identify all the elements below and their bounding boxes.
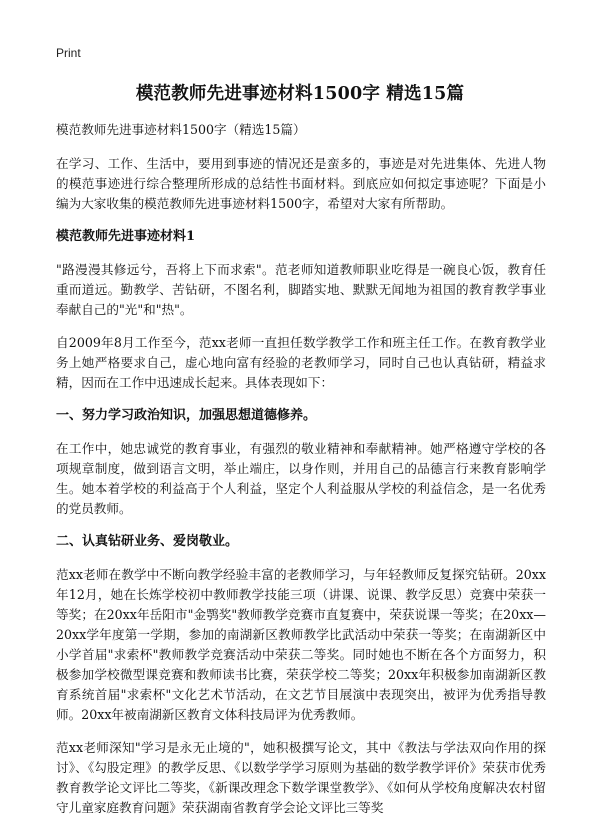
page-title: 模范教师先进事迹材料1500字 精选15篇 [135,84,465,104]
paragraph-3: 在工作中，她忠诚党的教育事业，有强烈的敬业精神和奉献精神。她严格遵守学校的各项规章制度，做到语言文明，举止端庄，以身作则，并用自己的品德言行来教育影响学生。她本着学校的利益高于个人利益，坚定个人利益服从学校的利益信念，是一名优秀的党员教师。 [56,441,546,516]
intro-paragraph: 在学习、工作、生活中，要用到事迹的情况还是蛮多的，事迹是对先进集体、先进人物的模范事迹进行综合整理所形成的总结性书面材料。到底应如何拟定事迹呢？下面是小编为大家收集的模范教师先进事迹材料1500字，希望对大家有所帮助。 [56,156,546,211]
paragraph-5: 范xx老师深知"学习是永无止境的"，她积极撰写论文，其中《教法与学法双向作用的探讨》、《勾股定理》的教学反思、《以数学学学习原则为基础的数学教学评价》荣获市优秀教育教学论文评比二等奖，《新课改理念下数学课堂教学》、《如何从学校角度解决农村留守儿童家庭教育问题》荣获湖南省教育学会论文评比三等奖 [56,740,546,815]
paragraph-4: 范xx老师在教学中不断向教学经验丰富的老教师学习，与年轻教师反复探究钻研。20xx年12月，她在长炼学校初中教师教学技能三项（讲课、说课、教学反思）竞赛中荣获一等奖；在20xx年岳阳市"金鹗奖"教师教学竞赛市直复赛中，荣获说课一等奖；在20xx—20xx学年度第一学期，参加的南湖新区教师教学比武活动中荣获一等奖；在南湖新区中小学首届"求索杯"教师教学竞赛活动中荣获二等奖。同时她也不断在各个方面努力，积极参加学校微型课竞赛和教师读书比赛，荣获学校二等奖；20xx年积极参加南湖新区教育系统首届"求索杯"文化艺术节活动，在文艺节目展演中表现突出，被评为优秀指导教师。20xx年被南湖新区教育文体科技局评为优秀教师。 [56,567,546,722]
article-body [56,120,546,828]
subheading-1: 一、努力学习政治知识，加强思想道德修养。 [56,408,317,423]
paragraph-1: "路漫漫其修远兮，吾将上下而求索"。范老师知道教师职业吃得是一碗良心饭，教育任重而道远。勤教学、苦钻研，不图名利，脚踏实地、默默无闻地为祖国的教育教学事业奉献自己的"光"和"热"。 [56,262,546,317]
section-heading: 模范教师先进事迹材料1 [56,229,196,244]
print-label: Print [56,46,81,60]
subheading-2: 二、认真钻研业务、爱岗敬业。 [56,534,239,549]
article-subtitle: 模范教师先进事迹材料1500字（精选15篇） [56,122,306,137]
paragraph-2: 自2009年8月工作至今，范xx老师一直担任数学教学工作和班主任工作。在教育教学业务上她严格要求自己，虚心地向富有经验的老教师学习，同时自己也认真钻研，精益求精，因而在工作中迅速成长起来。具体表现如下： [56,335,546,390]
